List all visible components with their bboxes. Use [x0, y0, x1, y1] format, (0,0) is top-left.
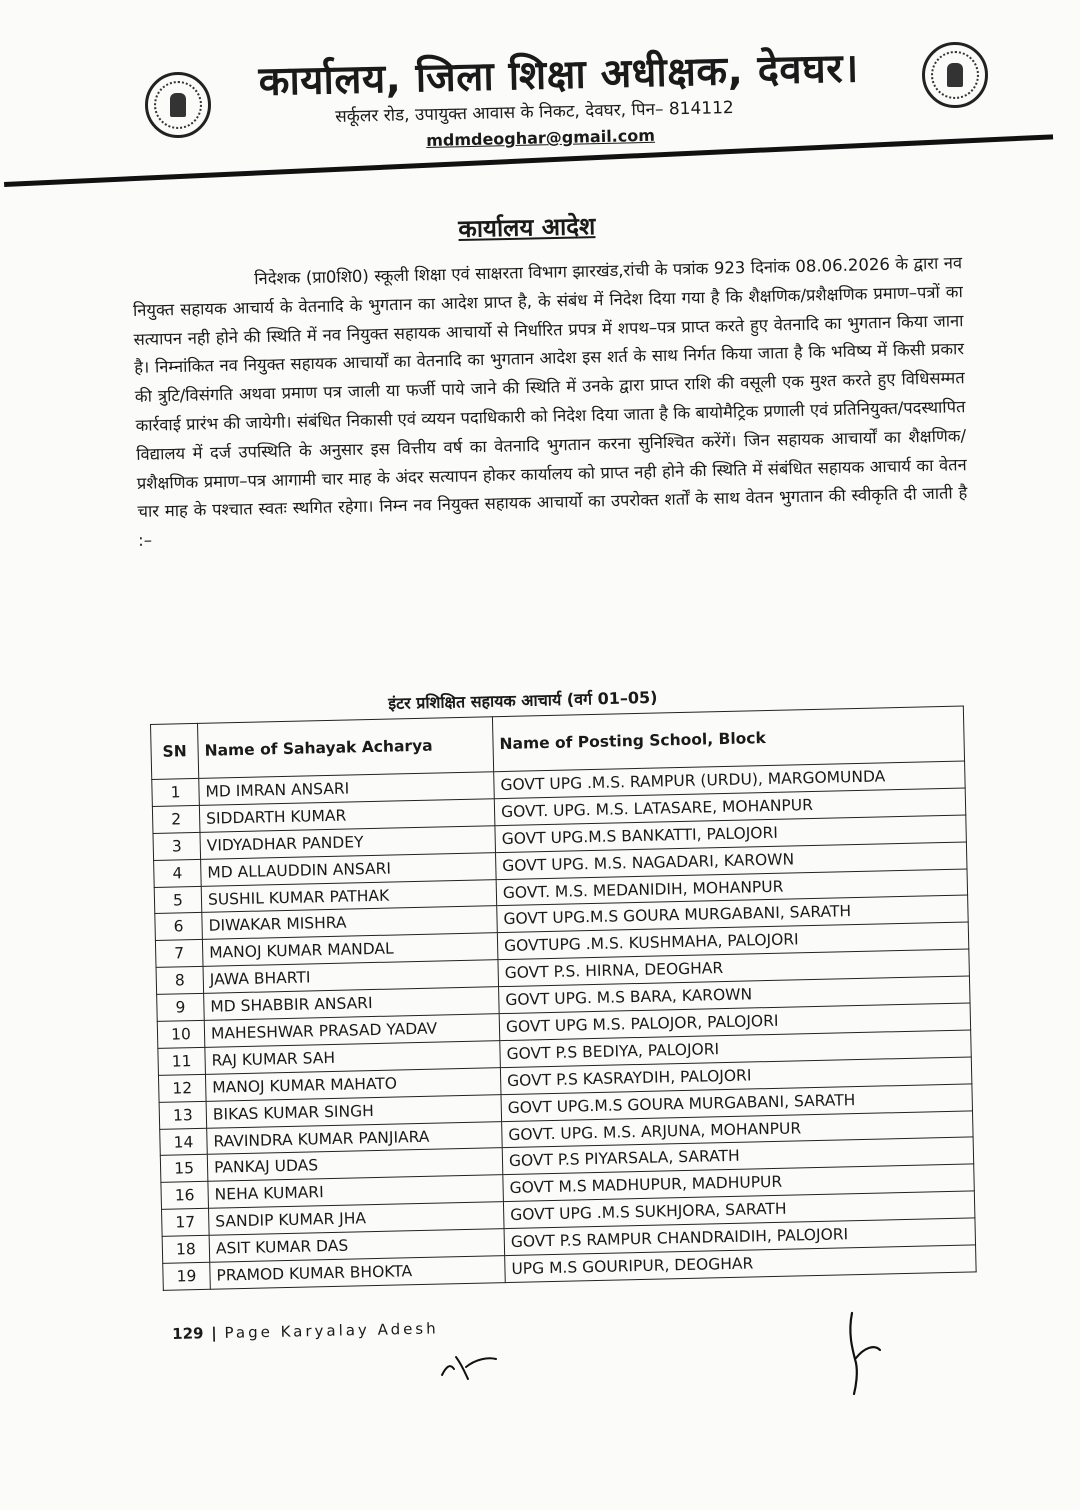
row-posting-school: GOVT P.S PIYARSALA, SARATH [502, 1137, 973, 1175]
initials-mark [432, 1345, 502, 1385]
row-posting-school: GOVT UPG .M.S SUKHJORA, SARATH [503, 1191, 974, 1229]
teacher-table [150, 706, 977, 1291]
row-sn: 9 [157, 993, 205, 1021]
row-posting-school: GOVT. UPG. M.S. ARJUNA, MOHANPUR [502, 1111, 973, 1149]
row-sn: 7 [155, 940, 203, 968]
footer-label: Page Karyalay Adesh [224, 1319, 439, 1342]
row-teacher-name: DIWAKAR MISHRA [202, 906, 498, 940]
row-sn: 13 [159, 1101, 207, 1129]
row-posting-school: GOVT UPG .M.S. RAMPUR (URDU), MARGOMUNDA [494, 761, 965, 799]
row-sn: 1 [152, 778, 200, 806]
row-posting-school: GOVT. UPG. M.S. LATASARE, MOHANPUR [494, 788, 965, 826]
column-header-sn: SN [151, 723, 199, 779]
row-posting-school: GOVT P.S KASRAYDIH, PALOJORI [500, 1057, 971, 1095]
table-title: इंटर प्रशिक्षित सहायक आचार्य (वर्ग 01–05) [388, 687, 658, 713]
page-footer [172, 1319, 439, 1343]
row-posting-school: GOVT UPG.M.S GOURA MURGABANI, SARATH [501, 1084, 972, 1122]
row-posting-school: GOVT. M.S. MEDANIDIH, MOHANPUR [496, 869, 967, 907]
row-posting-school: GOVT UPG.M.S GOURA MURGABANI, SARATH [497, 895, 968, 933]
state-emblem-icon [922, 42, 988, 108]
office-title: कार्यालय, जिला शिक्षा अधीक्षक, देवघर। [258, 45, 860, 105]
row-sn: 12 [158, 1074, 206, 1102]
office-email: mdmdeoghar@gmail.com [426, 125, 656, 150]
row-teacher-name: MD SHABBIR ANSARI [204, 987, 500, 1021]
row-sn: 19 [163, 1262, 211, 1290]
row-teacher-name: SIDDARTH KUMAR [199, 799, 495, 833]
row-posting-school: GOVT UPG.M.S BANKATTI, PALOJORI [495, 815, 966, 853]
row-sn: 11 [158, 1047, 206, 1075]
row-teacher-name: PRAMOD KUMAR BHOKTA [210, 1256, 506, 1290]
row-teacher-name: RAVINDRA KUMAR PANJIARA [207, 1121, 503, 1155]
row-sn: 17 [162, 1209, 210, 1237]
row-posting-school: GOVT UPG. M.S BARA, KAROWN [499, 976, 970, 1014]
row-sn: 3 [153, 832, 201, 860]
row-teacher-name: NEHA KUMARI [208, 1175, 504, 1209]
row-posting-school: GOVT P.S. HIRNA, DEOGHAR [498, 949, 969, 987]
signature-mark [830, 1308, 890, 1398]
row-teacher-name: JAWA BHARTI [203, 960, 499, 994]
row-sn: 14 [160, 1128, 208, 1156]
row-teacher-name: MAHESHWAR PRASAD YADAV [204, 1014, 500, 1048]
row-teacher-name: SANDIP KUMAR JHA [209, 1202, 505, 1236]
footer-page-number: 129 [172, 1324, 204, 1343]
row-sn: 15 [160, 1155, 208, 1183]
footer-separator: | [211, 1324, 217, 1343]
row-teacher-name: ASIT KUMAR DAS [209, 1229, 505, 1263]
row-posting-school: UPG M.S GOURIPUR, DEOGHAR [505, 1245, 976, 1283]
row-sn: 8 [156, 967, 204, 995]
row-teacher-name: MANOJ KUMAR MAHATO [205, 1067, 501, 1101]
row-teacher-name: VIDYADHAR PANDEY [200, 825, 496, 859]
row-teacher-name: MD IMRAN ANSARI [199, 772, 495, 806]
row-posting-school: GOVT P.S BEDIYA, PALOJORI [500, 1030, 971, 1068]
row-teacher-name: MANOJ KUMAR MANDAL [202, 933, 498, 967]
row-teacher-name: BIKAS KUMAR SINGH [206, 1094, 502, 1128]
row-posting-school: GOVT UPG. M.S. NAGADARI, KAROWN [496, 842, 967, 880]
row-teacher-name: SUSHIL KUMAR PATHAK [201, 879, 497, 913]
row-sn: 18 [162, 1235, 210, 1263]
row-sn: 6 [155, 913, 203, 941]
row-sn: 2 [152, 805, 200, 833]
row-teacher-name: PANKAJ UDAS [207, 1148, 503, 1182]
row-sn: 10 [157, 1020, 205, 1048]
column-header-name: Name of Sahayak Acharya [197, 717, 493, 779]
row-teacher-name: RAJ KUMAR SAH [205, 1041, 501, 1075]
row-posting-school: GOVTUPG .M.S. KUSHMAHA, PALOJORI [497, 922, 968, 960]
row-posting-school: GOVT P.S RAMPUR CHANDRAIDIH, PALOJORI [504, 1218, 975, 1256]
state-emblem-icon [145, 72, 211, 138]
row-posting-school: GOVT UPG M.S. PALOJOR, PALOJORI [499, 1003, 970, 1041]
column-header-school: Name of Posting School, Block [492, 706, 964, 772]
order-body-paragraph: निदेशक (प्रा0शि0) स्कूली शिक्षा एवं साक्षरता विभाग झारखंड,रांची के पत्रांक 923 दिनांक 08.06.2026 के द्वारा नव नियुक्त सहायक आचार्य के वेतनादि के भुगतान का आदेश प्राप्त है, के संबंध में निदेश दिया गया है कि शैक्षणिक/प्रशैक्षणिक प्रमाण–पत्रों का सत्यापन नही होने की स्थिति में नव नियुक्त सहायक आचार्यो से निर्धारित प्रपत्र में शपथ–पत्र प्राप्त करते हुए वेतनादि का भुगतान किया जाना है। निम्नांकित नव नियुक्त सहायक आचार्यों का वेतनादि का भुगतान आदेश इस शर्त के साथ निर्गत किया जाता है कि भविष्य में किसी प्रकार की त्रुटि/विसंगति अथवा प्रमाण पत्र जाली या फर्जी पाये जाने की स्थिति में उनके द्वारा प्राप्त राशि की वसूली एक मुश्त करते हुए विधिसम्मत कार्रवाई प्रारंभ की जायेगी। संबंधित निकासी एवं व्ययन पदाधिकारी को निदेश दिया जाता है कि बायोमैट्रिक प्रणाली एवं प्रतिनियुक्त/पदस्थापित विद्यालय में दर्ज उपस्थिति के अनुसार इस वित्तीय वर्ष का वेतनादि भुगतान करना सुनिश्चित करेंगें। जिन सहायक आचार्यों का शैक्षणिक/प्रशैक्षणिक प्रमाण–पत्र आगामी चार माह के अंदर सत्यापन होकर कार्यालय को प्राप्त नही होने की स्थिति में संबंधित सहायक आचार्य का वेतन चार माह के पश्चात स्वतः स्थगित रहेगा। निम्न नव नियुक्त सहायक आचार्यो का उपरोक्त शर्तों के साथ वेतन भुगतान की स्वीकृति दी जाती है :– [132, 253, 968, 551]
row-sn: 5 [154, 886, 202, 914]
row-sn: 16 [161, 1182, 209, 1210]
row-posting-school: GOVT M.S MADHUPUR, MADHUPUR [503, 1164, 974, 1202]
order-title: कार्यालय आदेश [458, 212, 596, 243]
row-sn: 4 [154, 859, 202, 887]
row-teacher-name: MD ALLAUDDIN ANSARI [201, 852, 497, 886]
office-address: सर्कूलर रोड, उपायुक्त आवास के निकट, देवघर, पिन– 814112 [335, 97, 734, 127]
